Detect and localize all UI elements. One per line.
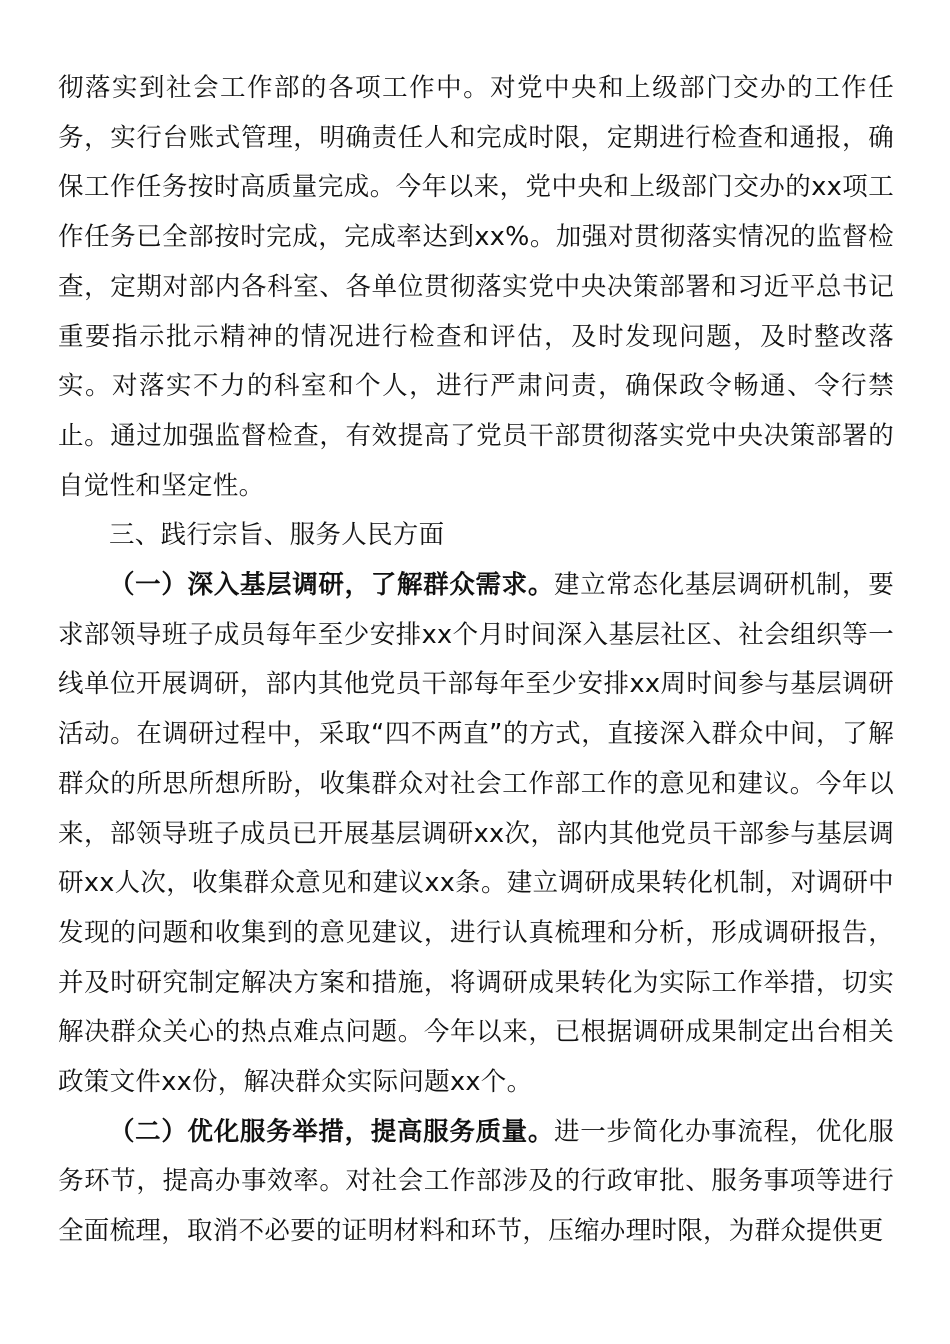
item-2-body: 进一步简化办事流程，优化服务环节，提高办事效率。对社会工作部涉及的行政审批、服务事项等进行全面梳理，取消不必要的证明材料和环节，压缩办理时限，为群众提供更	[58, 1116, 894, 1247]
section-heading: 三、践行宗旨、服务人民方面	[109, 520, 445, 551]
item-1-body: 建立常态化基层调研机制，要求部领导班子成员每年至少安排xx个月时间深入基层社区、社会组织等一线单位开展调研，部内其他党员干部每年至少安排xx周时间参与基层调研活动。在调研过程中，采取“四不两直”的方式，直接深入群众中间，了解群众的所思所想所盼，收集群众对社会工作部工作的意见和建议。今年以来，部领导班子成员已开展基层调研xx次，部内其他党员干部参与基层调研xx人次，收集群众意见和建议xx条。建立调研成果转化机制，对调研中发现的问题和收集到的意见建议，进行认真梳理和分析，形成调研报告，并及时研究制定解决方案和措施，将调研成果转化为实际工作举措，切实解决群众关心的热点难点问题。今年以来，已根据调研成果制定出台相关政策文件xx份，解决群众实际问题xx个。	[58, 570, 894, 1098]
paragraph-item-2	[58, 1108, 894, 1257]
document-page	[58, 64, 894, 1257]
item-2-lead: （二）优化服务举措，提高服务质量。	[109, 1116, 555, 1147]
item-1-lead: （一）深入基层调研，了解群众需求。	[109, 570, 555, 601]
paragraph-continuation: 彻落实到社会工作部的各项工作中。对党中央和上级部门交办的工作任务，实行台账式管理，明确责任人和完成时限，定期进行检查和通报，确保工作任务按时高质量完成。今年以来，党中央和上级部门交办的xx项工作任务已全部按时完成，完成率达到xx%。加强对贯彻落实情况的监督检查，定期对部内各科室、各单位贯彻落实党中央决策部署和习近平总书记重要指示批示精神的情况进行检查和评估，及时发现问题，及时整改落实。对落实不力的科室和个人，进行严肃问责，确保政令畅通、令行禁止。通过加强监督检查，有效提高了党员干部贯彻落实党中央决策部署的自觉性和坚定性。	[58, 73, 894, 501]
paragraph-item-1	[58, 561, 894, 1108]
